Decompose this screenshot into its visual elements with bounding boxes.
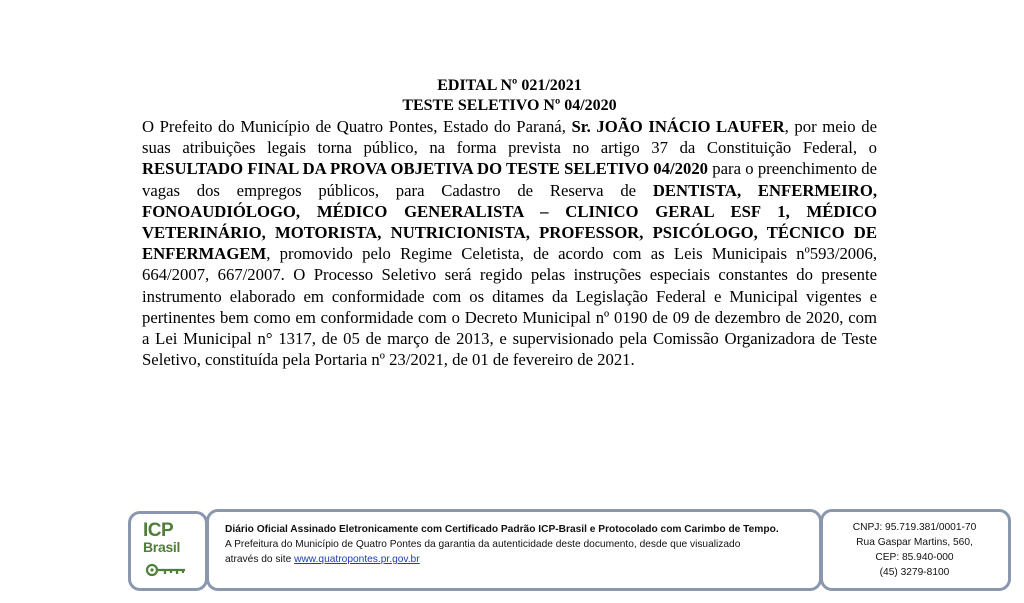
mayor-name: Sr. JOÃO INÁCIO LAUFER <box>571 117 785 136</box>
phone: (45) 3279-8100 <box>879 567 950 578</box>
logo-icp-text: ICP <box>143 520 174 541</box>
address: Rua Gaspar Martins, 560, <box>856 537 973 548</box>
edital-body <box>142 116 877 370</box>
key-icon <box>145 562 193 578</box>
edital-subtitle: TESTE SELETIVO Nº 04/2020 <box>402 97 617 114</box>
site-prefix: através do site <box>225 554 295 565</box>
job-list: DENTISTA, ENFERMEIRO, FONOAUDIÓLOGO, MÉDICO GENERALISTA – CLINICO GERAL ESF 1, MÉDICO VETERINÁRIO, MOTORISTA, NUTRICIONISTA, PROFESSOR, PSICÓLOGO, TÉCNICO DE ENFERMAGEM <box>142 180 878 264</box>
certification-line: A Prefeitura do Município de Quatro Pontes da garantia da autenticidade deste documento, desde que visualizado <box>225 539 741 550</box>
body-rest: , promovido pelo Regime Celetista, de acordo com as Leis Municipais nº593/2006, 664/2007, 667/2007. O Processo Seletivo será regido pelas instruções especiais constantes do presente instrumento elaborado em conformidade com os ditames da Legislação Federal e Municipal vigentes e pertinentes bem como em conformidade com o Decreto Municipal nº 0190 de 09 de dezembro de 2020, com a Lei Municipal n° 1317, de 05 de março de 2013, e supervisionado pela Comissão Organizadora de Teste Seletivo, constituída pela Portaria nº 23/2021, de 01 de fevereiro de 2021. <box>142 244 877 370</box>
body-intro: O Prefeito do Município de Quatro Pontes, Estado do Paraná, <box>142 117 572 136</box>
body-vagas: para o preenchimento de vagas dos empregos públicos, para Cadastro de Reserva de <box>142 159 877 200</box>
contact-text <box>823 520 1006 580</box>
body-middle: , por meio de suas atribuições legais torna público, na forma prevista no artigo 37 da Constituição Federal, o <box>142 117 877 158</box>
logo-brasil-text: Brasil <box>143 539 181 555</box>
certification-headline: Diário Oficial Assinado Eletronicamente com Certificado Padrão ICP-Brasil e Protocolado com Carimbo de Tempo. <box>225 524 779 535</box>
cep: CEP: 85.940-000 <box>875 552 954 563</box>
edital-document <box>142 76 877 370</box>
certification-box <box>206 509 822 591</box>
certification-text <box>225 522 815 567</box>
certification-site-line <box>225 552 815 567</box>
cnpj: CNPJ: 95.719.381/0001-70 <box>852 522 977 533</box>
result-title: RESULTADO FINAL DA PROVA OBJETIVA DO TESTE SELETIVO 04/2020 <box>142 159 709 179</box>
site-link[interactable]: www.quatropontes.pr.gov.br <box>294 554 420 565</box>
edital-title: EDITAL Nº 021/2021 <box>437 77 582 94</box>
contact-box <box>820 509 1011 591</box>
icp-logo-box <box>128 511 208 591</box>
icp-brasil-logo <box>143 522 195 584</box>
